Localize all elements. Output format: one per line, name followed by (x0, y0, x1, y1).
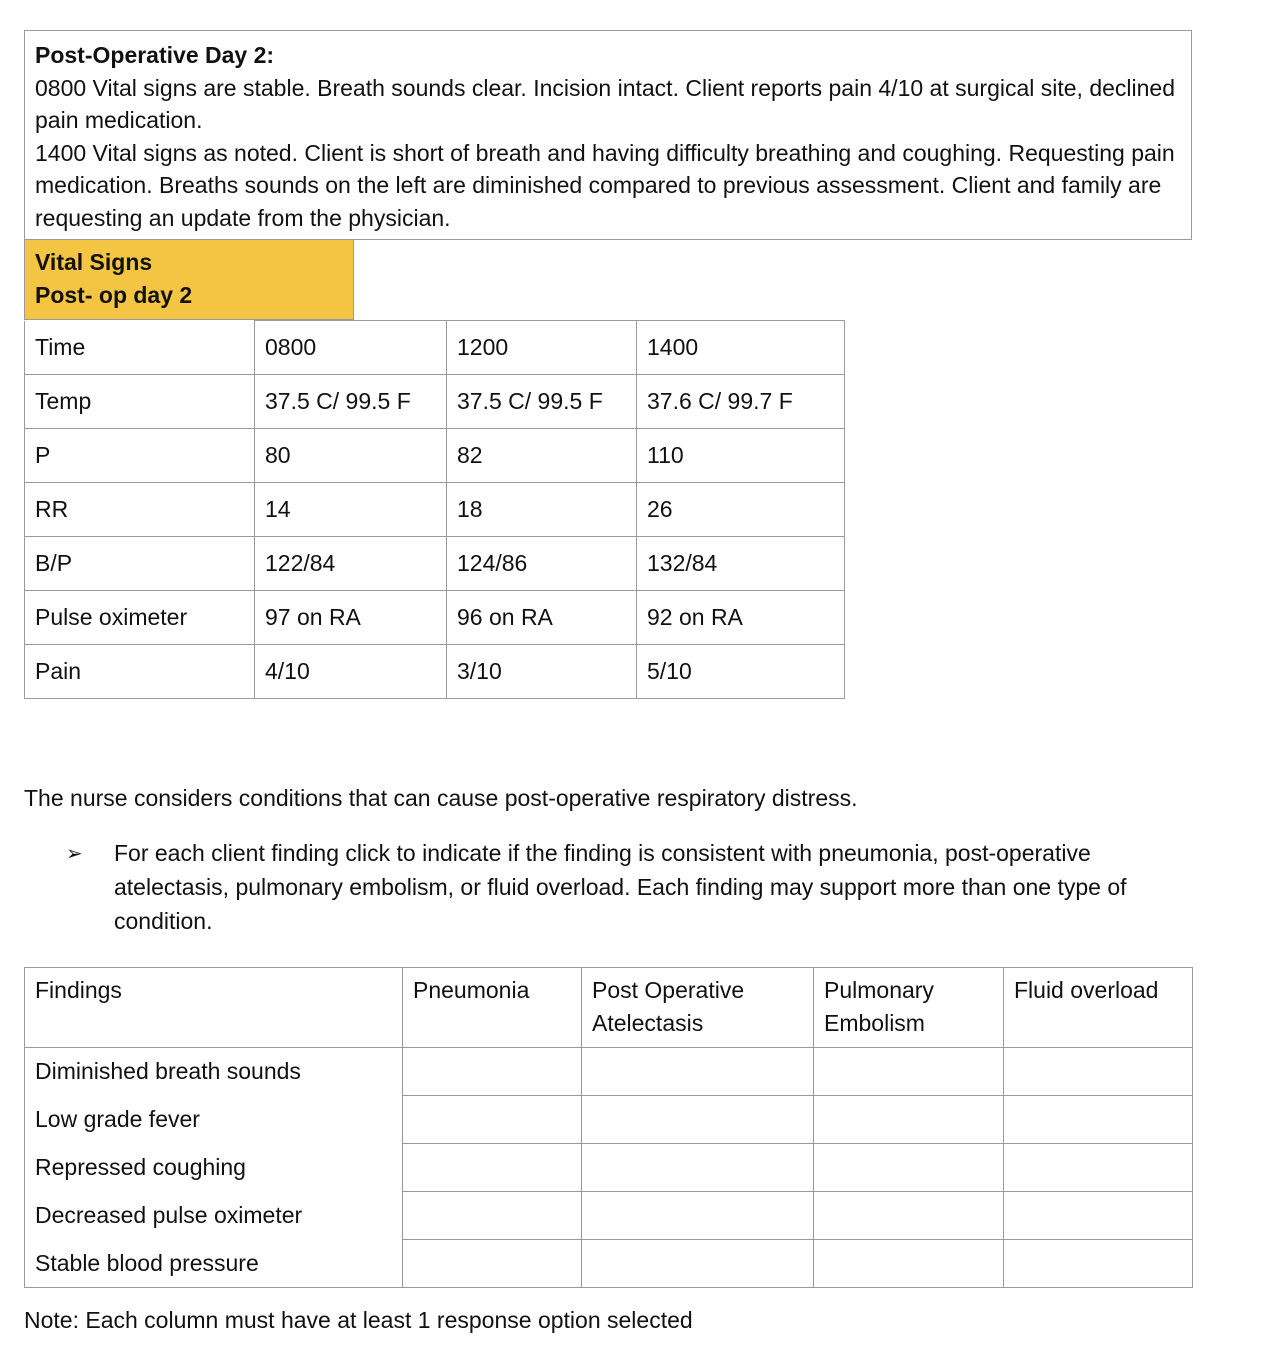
notes-title: Post-Operative Day 2: (35, 42, 275, 68)
option-atelectasis[interactable] (582, 1192, 814, 1240)
vital-value: 110 (637, 429, 845, 483)
vital-row-time (25, 321, 845, 375)
header-embolism (814, 968, 1004, 1048)
vital-value: 3/10 (447, 645, 637, 699)
instruction-text: For each client finding click to indicate if the finding is consistent with pneumonia, post-operative atelectasis, pulmonary embolism, or fluid overload. Each finding may support more than one type of condition. (114, 840, 1127, 934)
vital-value: 82 (447, 429, 637, 483)
option-embolism[interactable] (814, 1048, 1004, 1096)
vital-signs-header (24, 240, 354, 320)
header-findings: Findings (25, 968, 403, 1048)
vital-value: 1400 (637, 321, 845, 375)
vital-row-rr (25, 483, 845, 537)
option-atelectasis[interactable] (582, 1048, 814, 1096)
vital-value: 37.6 C/ 99.7 F (637, 375, 845, 429)
option-pneumonia[interactable] (403, 1096, 582, 1144)
vital-row-pain (25, 645, 845, 699)
vital-value: 124/86 (447, 537, 637, 591)
vital-value: 4/10 (255, 645, 447, 699)
option-atelectasis[interactable] (582, 1240, 814, 1288)
option-pneumonia[interactable] (403, 1048, 582, 1096)
finding-label: Repressed coughing (25, 1144, 403, 1192)
instruction (66, 836, 1186, 938)
vital-value: 132/84 (637, 537, 845, 591)
option-atelectasis[interactable] (582, 1096, 814, 1144)
option-fluid-overload[interactable] (1004, 1096, 1193, 1144)
vital-label: B/P (25, 537, 255, 591)
vital-label: Pain (25, 645, 255, 699)
header-embolism-line1: Pulmonary (824, 977, 934, 1003)
findings-header-row (25, 968, 1193, 1048)
header-atelectasis (582, 968, 814, 1048)
findings-matrix (24, 967, 1193, 1288)
vital-value: 37.5 C/ 99.5 F (447, 375, 637, 429)
question-prompt: The nurse considers conditions that can cause post-operative respiratory distress. (24, 785, 858, 811)
finding-row (25, 1192, 1193, 1240)
option-fluid-overload[interactable] (1004, 1240, 1193, 1288)
finding-label: Decreased pulse oximeter (25, 1192, 403, 1240)
header-embolism-line2: Embolism (824, 1010, 925, 1036)
notes-entry-0800: 0800 Vital signs are stable. Breath sounds clear. Incision intact. Client reports pain 4/10 at surgical site, declined pain medication. (35, 74, 1176, 133)
vital-value: 122/84 (255, 537, 447, 591)
vital-label: RR (25, 483, 255, 537)
vital-row-bp (25, 537, 845, 591)
vital-value: 96 on RA (447, 591, 637, 645)
vital-row-pulse-oximeter (25, 591, 845, 645)
arrow-bullet-icon: ➢ (66, 841, 83, 865)
vital-value: 97 on RA (255, 591, 447, 645)
option-pneumonia[interactable] (403, 1192, 582, 1240)
vital-value: 18 (447, 483, 637, 537)
vital-value: 80 (255, 429, 447, 483)
vital-value: 92 on RA (637, 591, 845, 645)
vital-value: 26 (637, 483, 845, 537)
header-atelectasis-line1: Post Operative (592, 977, 745, 1003)
vital-row-temp (25, 375, 845, 429)
notes-entry-1400: 1400 Vital signs as noted. Client is short of breath and having difficulty breathing and coughing. Requesting pain medication. Breaths sounds on the left are diminished compared to previous assessment. Client and family are requesting an update from the physician. (35, 139, 1175, 231)
option-fluid-overload[interactable] (1004, 1192, 1193, 1240)
finding-label: Diminished breath sounds (25, 1048, 403, 1096)
vital-value: 14 (255, 483, 447, 537)
option-atelectasis[interactable] (582, 1144, 814, 1192)
finding-label: Stable blood pressure (25, 1240, 403, 1288)
nurse-notes (24, 30, 1192, 240)
vital-label: P (25, 429, 255, 483)
option-embolism[interactable] (814, 1096, 1004, 1144)
vital-row-pulse (25, 429, 845, 483)
vital-signs-table (24, 320, 845, 699)
option-fluid-overload[interactable] (1004, 1144, 1193, 1192)
finding-label: Low grade fever (25, 1096, 403, 1144)
vital-value: 37.5 C/ 99.5 F (255, 375, 447, 429)
finding-row (25, 1144, 1193, 1192)
option-embolism[interactable] (814, 1192, 1004, 1240)
header-fluid-overload: Fluid overload (1004, 968, 1193, 1048)
finding-row (25, 1096, 1193, 1144)
vital-value: 1200 (447, 321, 637, 375)
vital-value: 0800 (255, 321, 447, 375)
vital-signs-subtitle: Post- op day 2 (35, 282, 193, 308)
vital-label: Pulse oximeter (25, 591, 255, 645)
option-fluid-overload[interactable] (1004, 1048, 1193, 1096)
vital-label: Time (25, 321, 255, 375)
header-pneumonia: Pneumonia (403, 968, 582, 1048)
vital-label: Temp (25, 375, 255, 429)
option-embolism[interactable] (814, 1240, 1004, 1288)
vital-value: 5/10 (637, 645, 845, 699)
header-atelectasis-line2: Atelectasis (592, 1010, 704, 1036)
option-embolism[interactable] (814, 1144, 1004, 1192)
option-pneumonia[interactable] (403, 1240, 582, 1288)
selection-note: Note: Each column must have at least 1 response option selected (24, 1307, 693, 1333)
option-pneumonia[interactable] (403, 1144, 582, 1192)
finding-row (25, 1240, 1193, 1288)
vital-signs-title: Vital Signs (35, 249, 153, 275)
finding-row (25, 1048, 1193, 1096)
